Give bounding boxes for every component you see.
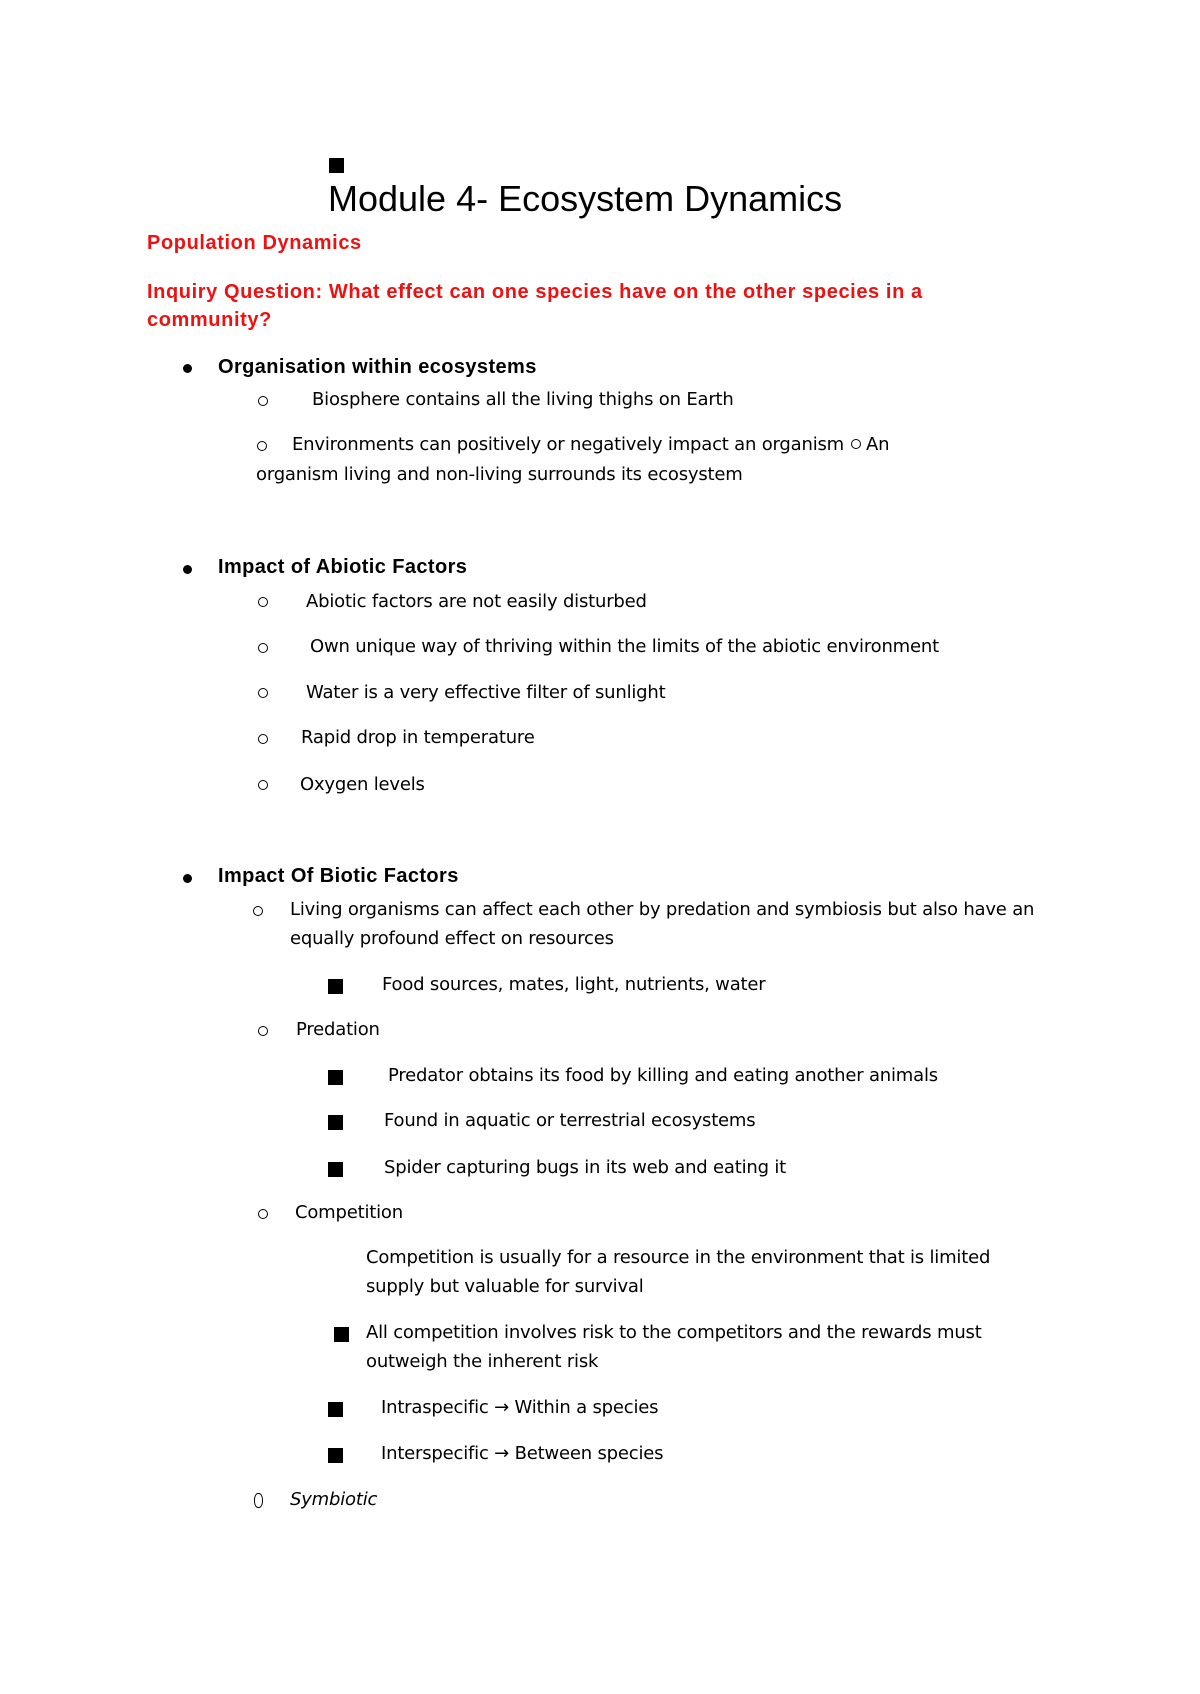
competition-intraspecific: Intraspecific → Within a species (381, 1397, 659, 1418)
abiotic-item-2: Own unique way of thriving within the limits of the abiotic environment (310, 636, 939, 657)
bullet-ring-icon (258, 396, 268, 406)
organisation-item-4: organism living and non-living surrounds its ecosystem (256, 464, 743, 485)
bullet-ring-icon (258, 734, 268, 744)
abiotic-heading: Impact of Abiotic Factors (218, 556, 468, 578)
organisation-item-1: Biosphere contains all the living thighs on Earth (312, 389, 734, 410)
bullet-square-icon (334, 1327, 349, 1342)
abiotic-item-1: Abiotic factors are not easily disturbed (306, 591, 647, 612)
document-title: Module 4- Ecosystem Dynamics (328, 178, 843, 219)
competition-desc-line-2: supply but valuable for survival (366, 1276, 644, 1297)
biotic-resources: Food sources, mates, light, nutrients, water (382, 974, 766, 995)
symbiotic-label: Symbiotic (290, 1489, 378, 1510)
bullet-ring-icon (258, 780, 268, 790)
competition-risk-line-1: All competition involves risk to the competitors and the rewards must (366, 1322, 982, 1343)
organisation-item-2: Environments can positively or negatively impact an organism (292, 434, 845, 455)
competition-risk-line-2: outweigh the inherent risk (366, 1351, 599, 1372)
predation-item-3: Spider capturing bugs in its web and eating it (384, 1157, 787, 1178)
section-heading: Population Dynamics (147, 232, 362, 254)
predation-item-2: Found in aquatic or terrestrial ecosystems (384, 1110, 756, 1131)
competition-interspecific: Interspecific → Between species (381, 1443, 664, 1464)
bullet-dot-icon (183, 565, 192, 574)
predation-item-1: Predator obtains its food by killing and eating another animals (388, 1065, 938, 1086)
biotic-heading: Impact Of Biotic Factors (218, 865, 459, 887)
bullet-square-icon (328, 1070, 343, 1085)
bullet-ring-icon (258, 1209, 268, 1219)
biotic-living-line-2: equally profound effect on resources (290, 928, 614, 949)
bullet-square-icon (328, 1115, 343, 1130)
title-square-bullet-icon (329, 158, 344, 173)
competition-desc-line-1: Competition is usually for a resource in the environment that is limited (366, 1247, 991, 1268)
bullet-ring-icon (258, 688, 268, 698)
biotic-living-line-1: Living organisms can affect each other by predation and symbiosis but also have an (290, 899, 1035, 920)
bullet-square-icon (328, 979, 343, 994)
bullet-dot-icon (183, 364, 192, 373)
bullet-ring-icon (254, 1493, 263, 1508)
organisation-item-3: An (866, 434, 890, 455)
bullet-square-icon (328, 1448, 343, 1463)
competition-label: Competition (295, 1202, 403, 1223)
bullet-dot-icon (183, 874, 192, 883)
bullet-ring-icon (257, 441, 267, 451)
bullet-ring-icon (258, 643, 268, 653)
inquiry-question-line-2: community? (147, 309, 272, 331)
inquiry-question-line-1: Inquiry Question: What effect can one species have on the other species in a (147, 281, 923, 303)
bullet-square-icon (328, 1402, 343, 1417)
abiotic-item-4: Rapid drop in temperature (301, 727, 535, 748)
bullet-ring-icon (851, 439, 861, 449)
organisation-item-2-line (292, 434, 889, 455)
bullet-ring-icon (258, 597, 268, 607)
abiotic-item-3: Water is a very effective filter of sunlight (306, 682, 666, 703)
bullet-ring-icon (253, 906, 263, 916)
abiotic-item-5: Oxygen levels (300, 774, 425, 795)
bullet-ring-icon (258, 1026, 268, 1036)
bullet-square-icon (328, 1162, 343, 1177)
predation-label: Predation (296, 1019, 380, 1040)
organisation-heading: Organisation within ecosystems (218, 356, 537, 378)
